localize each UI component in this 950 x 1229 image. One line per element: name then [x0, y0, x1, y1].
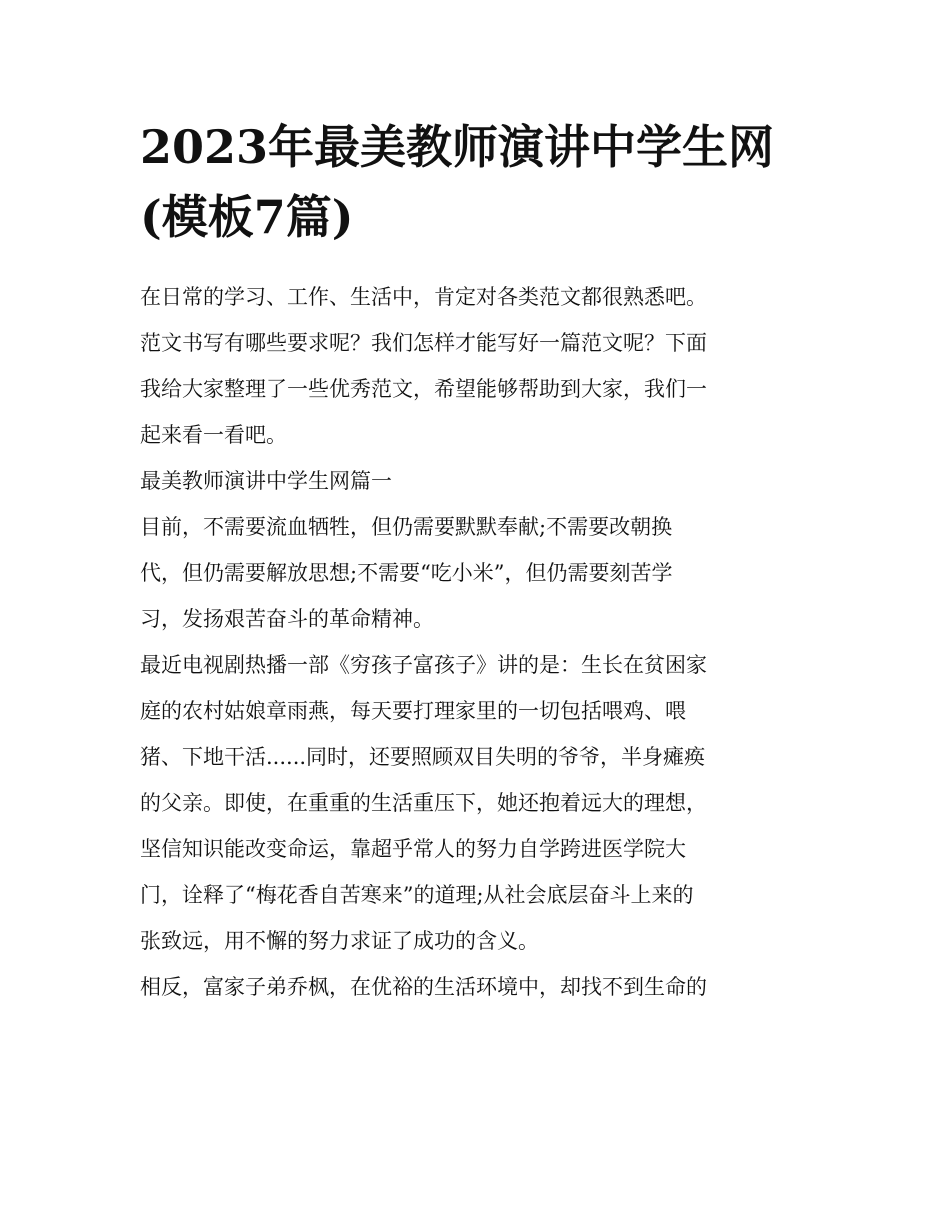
text-line: 猪、下地干活......同时，还要照顾双目失明的爷爷，半身瘫痪	[140, 745, 706, 769]
intro-paragraph	[140, 274, 814, 458]
text-line: 习，发扬艰苦奋斗的革命精神。	[140, 607, 434, 631]
text-line: 代，但仍需要解放思想;不需要“吃小米”，但仍需要刻苦学	[140, 561, 673, 585]
title-line: (模板7篇)	[140, 190, 354, 244]
text-line: 目前，不需要流血牺牲，但仍需要默默奉献;不需要改朝换	[140, 515, 673, 539]
document-body	[140, 274, 814, 1010]
text-line: 最美教师演讲中学生网篇一	[140, 469, 392, 493]
text-line: 范文书写有哪些要求呢？我们怎样才能写好一篇范文呢？下面	[140, 331, 707, 355]
body-paragraph	[140, 964, 814, 1010]
text-line: 在日常的学习、工作、生活中，肯定对各类范文都很熟悉吧。	[140, 285, 707, 309]
text-line: 起来看一看吧。	[140, 423, 287, 447]
text-line: 我给大家整理了一些优秀范文，希望能够帮助到大家，我们一	[140, 377, 707, 401]
text-line: 最近电视剧热播一部《穷孩子富孩子》讲的是：生长在贫困家	[140, 653, 707, 677]
text-line: 门，诠释了“梅花香自苦寒来”的道理;从社会底层奋斗上来的	[140, 883, 694, 907]
document-title	[140, 112, 814, 252]
text-line: 相反，富家子弟乔枫，在优裕的生活环境中，却找不到生命的	[140, 975, 707, 999]
title-line: 2023年最美教师演讲中学生网	[140, 120, 775, 174]
text-line: 坚信知识能改变命运，靠超乎常人的努力自学跨进医学院大	[140, 837, 686, 861]
body-paragraph	[140, 504, 814, 642]
body-paragraph	[140, 642, 814, 964]
text-line: 的父亲。即使，在重重的生活重压下，她还抱着远大的理想，	[140, 791, 707, 815]
text-line: 张致远，用不懈的努力求证了成功的含义。	[140, 929, 539, 953]
section-heading	[140, 458, 814, 504]
text-line: 庭的农村姑娘章雨燕，每天要打理家里的一切包括喂鸡、喂	[140, 699, 686, 723]
